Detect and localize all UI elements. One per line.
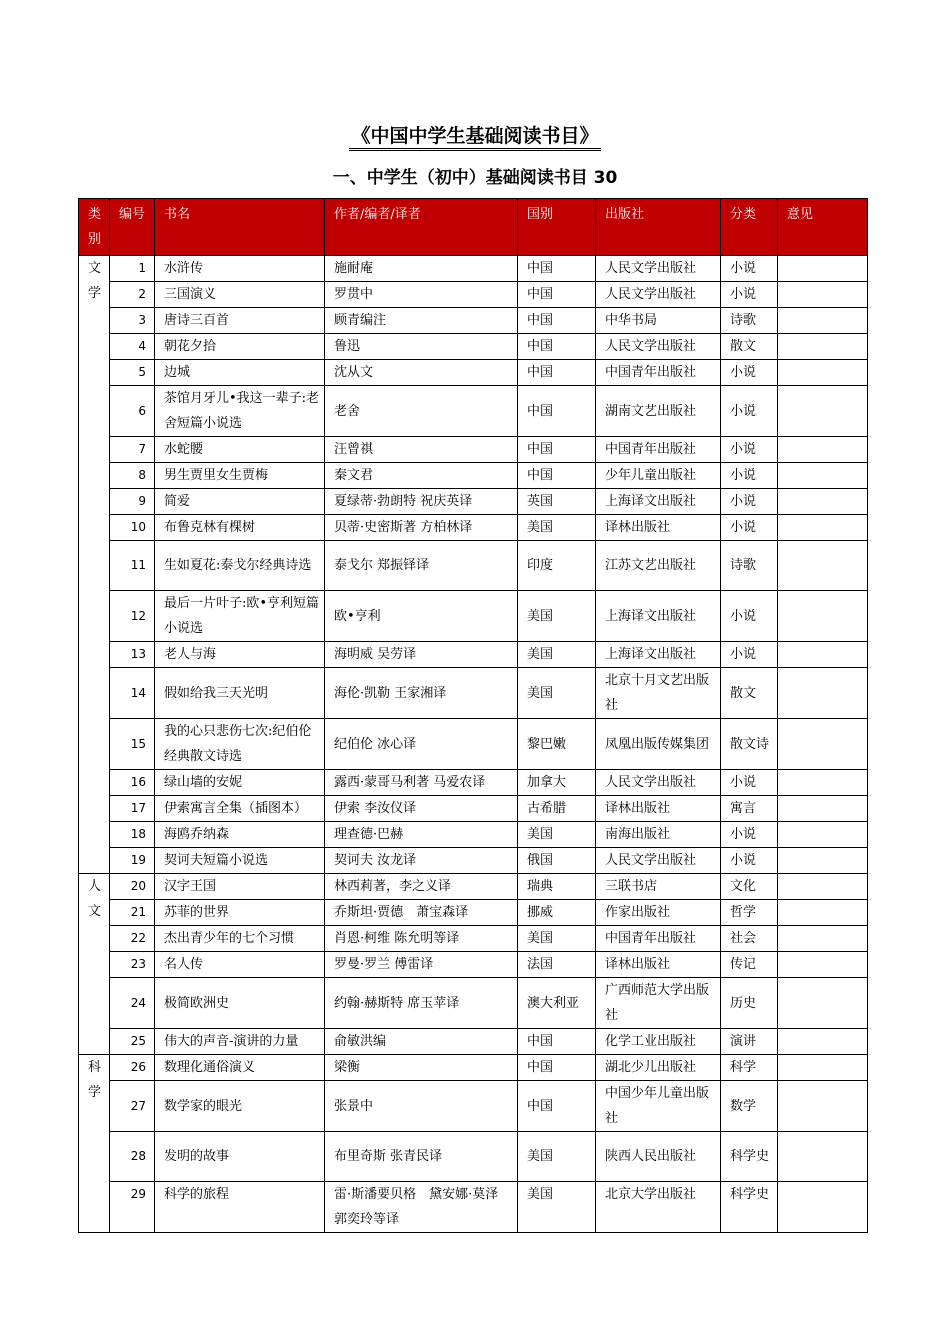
genre-cell: 演讲 bbox=[721, 1029, 778, 1055]
row-number-cell: 6 bbox=[110, 386, 155, 437]
genre-cell: 散文 bbox=[721, 334, 778, 360]
header-number: 编号 bbox=[110, 199, 155, 256]
country-cell: 澳大利亚 bbox=[518, 978, 596, 1029]
book-title-cell: 杰出青少年的七个习惯 bbox=[155, 926, 325, 952]
row-number-cell: 13 bbox=[110, 642, 155, 668]
table-row bbox=[79, 900, 868, 926]
country-cell: 加拿大 bbox=[518, 770, 596, 796]
header-author: 作者/编者/译者 bbox=[325, 199, 518, 256]
row-number-cell: 18 bbox=[110, 822, 155, 848]
category-cell: 科学 bbox=[79, 1055, 110, 1233]
table-body bbox=[79, 256, 868, 1233]
row-number-cell: 9 bbox=[110, 489, 155, 515]
publisher-cell: 译林出版社 bbox=[596, 796, 721, 822]
country-cell: 中国 bbox=[518, 334, 596, 360]
publisher-cell: 湖南文艺出版社 bbox=[596, 386, 721, 437]
author-cell: 纪伯伦 冰心译 bbox=[325, 719, 518, 770]
header-title: 书名 bbox=[155, 199, 325, 256]
author-cell: 布里奇斯 张青民译 bbox=[325, 1132, 518, 1182]
publisher-cell: 中国青年出版社 bbox=[596, 360, 721, 386]
genre-cell: 小说 bbox=[721, 770, 778, 796]
genre-cell: 社会 bbox=[721, 926, 778, 952]
opinion-cell bbox=[778, 308, 868, 334]
country-cell: 中国 bbox=[518, 463, 596, 489]
opinion-cell bbox=[778, 463, 868, 489]
opinion-cell bbox=[778, 515, 868, 541]
author-cell: 施耐庵 bbox=[325, 256, 518, 282]
country-cell: 俄国 bbox=[518, 848, 596, 874]
section-subtitle: 一、中学生（初中）基础阅读书目 30 bbox=[332, 168, 618, 188]
country-cell: 美国 bbox=[518, 1182, 596, 1233]
genre-cell: 科学史 bbox=[721, 1132, 778, 1182]
country-cell: 中国 bbox=[518, 308, 596, 334]
row-number-cell: 7 bbox=[110, 437, 155, 463]
opinion-cell bbox=[778, 591, 868, 642]
table-row bbox=[79, 308, 868, 334]
book-title-cell: 汉字王国 bbox=[155, 874, 325, 900]
publisher-cell: 中华书局 bbox=[596, 308, 721, 334]
opinion-cell bbox=[778, 978, 868, 1029]
opinion-cell bbox=[778, 360, 868, 386]
author-cell: 梁衡 bbox=[325, 1055, 518, 1081]
country-cell: 瑞典 bbox=[518, 874, 596, 900]
table-header-row bbox=[79, 199, 868, 256]
row-number-cell: 16 bbox=[110, 770, 155, 796]
opinion-cell bbox=[778, 822, 868, 848]
table-row bbox=[79, 515, 868, 541]
publisher-cell: 三联书店 bbox=[596, 874, 721, 900]
row-number-cell: 26 bbox=[110, 1055, 155, 1081]
country-cell: 美国 bbox=[518, 822, 596, 848]
publisher-cell: 广西师范大学出版社 bbox=[596, 978, 721, 1029]
author-cell: 鲁迅 bbox=[325, 334, 518, 360]
row-number-cell: 2 bbox=[110, 282, 155, 308]
row-number-cell: 17 bbox=[110, 796, 155, 822]
opinion-cell bbox=[778, 541, 868, 591]
book-title-cell: 唐诗三百首 bbox=[155, 308, 325, 334]
book-title-cell: 老人与海 bbox=[155, 642, 325, 668]
table-row bbox=[79, 874, 868, 900]
author-cell: 欧•亨利 bbox=[325, 591, 518, 642]
book-title-cell: 男生贾里女生贾梅 bbox=[155, 463, 325, 489]
country-cell: 古希腊 bbox=[518, 796, 596, 822]
table-row bbox=[79, 1055, 868, 1081]
publisher-cell: 人民文学出版社 bbox=[596, 848, 721, 874]
genre-cell: 小说 bbox=[721, 515, 778, 541]
opinion-cell bbox=[778, 1081, 868, 1132]
publisher-cell: 上海译文出版社 bbox=[596, 642, 721, 668]
genre-cell: 文化 bbox=[721, 874, 778, 900]
book-title-cell: 简爱 bbox=[155, 489, 325, 515]
country-cell: 印度 bbox=[518, 541, 596, 591]
header-country: 国别 bbox=[518, 199, 596, 256]
genre-cell: 小说 bbox=[721, 256, 778, 282]
opinion-cell bbox=[778, 386, 868, 437]
author-cell: 伊索 李汝仪译 bbox=[325, 796, 518, 822]
table-row bbox=[79, 360, 868, 386]
country-cell: 美国 bbox=[518, 926, 596, 952]
country-cell: 英国 bbox=[518, 489, 596, 515]
country-cell: 美国 bbox=[518, 591, 596, 642]
opinion-cell bbox=[778, 926, 868, 952]
author-cell: 契诃夫 汝龙译 bbox=[325, 848, 518, 874]
genre-cell: 小说 bbox=[721, 282, 778, 308]
header-opinion: 意见 bbox=[778, 199, 868, 256]
publisher-cell: 上海译文出版社 bbox=[596, 489, 721, 515]
publisher-cell: 少年儿童出版社 bbox=[596, 463, 721, 489]
country-cell: 中国 bbox=[518, 437, 596, 463]
table-row bbox=[79, 591, 868, 642]
country-cell: 中国 bbox=[518, 256, 596, 282]
row-number-cell: 15 bbox=[110, 719, 155, 770]
table-row bbox=[79, 848, 868, 874]
author-cell: 肖恩·柯维 陈允明等译 bbox=[325, 926, 518, 952]
author-cell: 露西·蒙哥马利著 马爱农译 bbox=[325, 770, 518, 796]
book-title-cell: 朝花夕拾 bbox=[155, 334, 325, 360]
opinion-cell bbox=[778, 848, 868, 874]
table-row bbox=[79, 1132, 868, 1182]
reading-list-table bbox=[78, 198, 868, 1233]
book-title-cell: 发明的故事 bbox=[155, 1132, 325, 1182]
row-number-cell: 29 bbox=[110, 1182, 155, 1233]
opinion-cell bbox=[778, 719, 868, 770]
author-cell: 泰戈尔 郑振铎译 bbox=[325, 541, 518, 591]
publisher-cell: 化学工业出版社 bbox=[596, 1029, 721, 1055]
header-publisher: 出版社 bbox=[596, 199, 721, 256]
publisher-cell: 中国青年出版社 bbox=[596, 926, 721, 952]
genre-cell: 科学史 bbox=[721, 1182, 778, 1233]
publisher-cell: 湖北少儿出版社 bbox=[596, 1055, 721, 1081]
opinion-cell bbox=[778, 489, 868, 515]
publisher-cell: 作家出版社 bbox=[596, 900, 721, 926]
row-number-cell: 24 bbox=[110, 978, 155, 1029]
row-number-cell: 20 bbox=[110, 874, 155, 900]
publisher-cell: 陕西人民出版社 bbox=[596, 1132, 721, 1182]
row-number-cell: 23 bbox=[110, 952, 155, 978]
book-title-cell: 极简欧洲史 bbox=[155, 978, 325, 1029]
publisher-cell: 南海出版社 bbox=[596, 822, 721, 848]
row-number-cell: 25 bbox=[110, 1029, 155, 1055]
book-title-cell: 布鲁克林有棵树 bbox=[155, 515, 325, 541]
table-row bbox=[79, 719, 868, 770]
author-cell: 海伦·凯勒 王家湘译 bbox=[325, 668, 518, 719]
publisher-cell: 人民文学出版社 bbox=[596, 334, 721, 360]
country-cell: 中国 bbox=[518, 360, 596, 386]
country-cell: 美国 bbox=[518, 1132, 596, 1182]
book-title-cell: 海鸥乔纳森 bbox=[155, 822, 325, 848]
book-title-cell: 绿山墙的安妮 bbox=[155, 770, 325, 796]
author-cell: 乔斯坦·贾德 萧宝森译 bbox=[325, 900, 518, 926]
category-cell: 人文 bbox=[79, 874, 110, 1055]
author-cell: 沈从文 bbox=[325, 360, 518, 386]
table-row bbox=[79, 926, 868, 952]
book-title-cell: 边城 bbox=[155, 360, 325, 386]
table-row bbox=[79, 796, 868, 822]
row-number-cell: 14 bbox=[110, 668, 155, 719]
publisher-cell: 北京大学出版社 bbox=[596, 1182, 721, 1233]
book-title-cell: 水浒传 bbox=[155, 256, 325, 282]
row-number-cell: 5 bbox=[110, 360, 155, 386]
book-title-cell: 契诃夫短篇小说选 bbox=[155, 848, 325, 874]
table-row bbox=[79, 770, 868, 796]
opinion-cell bbox=[778, 334, 868, 360]
book-title-cell: 科学的旅程 bbox=[155, 1182, 325, 1233]
book-title-cell: 名人传 bbox=[155, 952, 325, 978]
country-cell: 黎巴嫩 bbox=[518, 719, 596, 770]
publisher-cell: 中国少年儿童出版社 bbox=[596, 1081, 721, 1132]
row-number-cell: 8 bbox=[110, 463, 155, 489]
row-number-cell: 22 bbox=[110, 926, 155, 952]
book-title-cell: 最后一片叶子:欧•亨利短篇小说选 bbox=[155, 591, 325, 642]
genre-cell: 科学 bbox=[721, 1055, 778, 1081]
opinion-cell bbox=[778, 1055, 868, 1081]
country-cell: 美国 bbox=[518, 668, 596, 719]
publisher-cell: 人民文学出版社 bbox=[596, 770, 721, 796]
country-cell: 中国 bbox=[518, 1081, 596, 1132]
header-category: 类别 bbox=[79, 199, 110, 256]
author-cell: 俞敏洪编 bbox=[325, 1029, 518, 1055]
opinion-cell bbox=[778, 900, 868, 926]
row-number-cell: 11 bbox=[110, 541, 155, 591]
book-title-cell: 我的心只悲伤七次:纪伯伦经典散文诗选 bbox=[155, 719, 325, 770]
genre-cell: 传记 bbox=[721, 952, 778, 978]
country-cell: 美国 bbox=[518, 515, 596, 541]
table-row bbox=[79, 282, 868, 308]
document-title-text: 《中国中学生基础阅读书目》 bbox=[349, 125, 600, 151]
genre-cell: 小说 bbox=[721, 463, 778, 489]
publisher-cell: 译林出版社 bbox=[596, 952, 721, 978]
author-cell: 罗贯中 bbox=[325, 282, 518, 308]
publisher-cell: 人民文学出版社 bbox=[596, 256, 721, 282]
author-cell: 贝蒂·史密斯著 方柏林译 bbox=[325, 515, 518, 541]
publisher-cell: 中国青年出版社 bbox=[596, 437, 721, 463]
genre-cell: 散文诗 bbox=[721, 719, 778, 770]
book-title-cell: 数理化通俗演义 bbox=[155, 1055, 325, 1081]
genre-cell: 哲学 bbox=[721, 900, 778, 926]
book-title-cell: 茶馆月牙儿•我这一辈子:老舍短篇小说选 bbox=[155, 386, 325, 437]
author-cell: 秦文君 bbox=[325, 463, 518, 489]
row-number-cell: 19 bbox=[110, 848, 155, 874]
author-cell: 汪曾祺 bbox=[325, 437, 518, 463]
publisher-cell: 凤凰出版传媒集团 bbox=[596, 719, 721, 770]
row-number-cell: 4 bbox=[110, 334, 155, 360]
row-number-cell: 27 bbox=[110, 1081, 155, 1132]
opinion-cell bbox=[778, 770, 868, 796]
author-cell: 林西莉著，李之义译 bbox=[325, 874, 518, 900]
table-row bbox=[79, 463, 868, 489]
author-cell: 老舍 bbox=[325, 386, 518, 437]
opinion-cell bbox=[778, 1132, 868, 1182]
book-title-cell: 水蛇腰 bbox=[155, 437, 325, 463]
country-cell: 挪威 bbox=[518, 900, 596, 926]
row-number-cell: 28 bbox=[110, 1132, 155, 1182]
opinion-cell bbox=[778, 437, 868, 463]
book-title-cell: 假如给我三天光明 bbox=[155, 668, 325, 719]
publisher-cell: 江苏文艺出版社 bbox=[596, 541, 721, 591]
author-cell: 夏绿蒂·勃朗特 祝庆英译 bbox=[325, 489, 518, 515]
publisher-cell: 译林出版社 bbox=[596, 515, 721, 541]
table-row bbox=[79, 1029, 868, 1055]
genre-cell: 小说 bbox=[721, 848, 778, 874]
book-title-cell: 数学家的眼光 bbox=[155, 1081, 325, 1132]
opinion-cell bbox=[778, 952, 868, 978]
table-row bbox=[79, 1182, 868, 1233]
country-cell: 美国 bbox=[518, 642, 596, 668]
publisher-cell: 北京十月文艺出版社 bbox=[596, 668, 721, 719]
opinion-cell bbox=[778, 282, 868, 308]
book-title-cell: 三国演义 bbox=[155, 282, 325, 308]
author-cell: 雷·斯潘要贝格 黛安娜·莫泽 郭奕玲等译 bbox=[325, 1182, 518, 1233]
table-row bbox=[79, 437, 868, 463]
row-number-cell: 21 bbox=[110, 900, 155, 926]
book-title-cell: 生如夏花:泰戈尔经典诗选 bbox=[155, 541, 325, 591]
author-cell: 罗曼·罗兰 傅雷译 bbox=[325, 952, 518, 978]
table-row bbox=[79, 1081, 868, 1132]
genre-cell: 数学 bbox=[721, 1081, 778, 1132]
genre-cell: 小说 bbox=[721, 386, 778, 437]
table-row bbox=[79, 668, 868, 719]
genre-cell: 小说 bbox=[721, 360, 778, 386]
author-cell: 海明威 吴劳译 bbox=[325, 642, 518, 668]
author-cell: 张景中 bbox=[325, 1081, 518, 1132]
opinion-cell bbox=[778, 256, 868, 282]
country-cell: 中国 bbox=[518, 282, 596, 308]
opinion-cell bbox=[778, 796, 868, 822]
table-row bbox=[79, 978, 868, 1029]
opinion-cell bbox=[778, 1182, 868, 1233]
row-number-cell: 12 bbox=[110, 591, 155, 642]
header-genre: 分类 bbox=[721, 199, 778, 256]
table-row bbox=[79, 256, 868, 282]
country-cell: 法国 bbox=[518, 952, 596, 978]
country-cell: 中国 bbox=[518, 1029, 596, 1055]
country-cell: 中国 bbox=[518, 386, 596, 437]
genre-cell: 小说 bbox=[721, 822, 778, 848]
author-cell: 顾青编注 bbox=[325, 308, 518, 334]
country-cell: 中国 bbox=[518, 1055, 596, 1081]
table-row bbox=[79, 642, 868, 668]
genre-cell: 小说 bbox=[721, 591, 778, 642]
genre-cell: 小说 bbox=[721, 437, 778, 463]
publisher-cell: 人民文学出版社 bbox=[596, 282, 721, 308]
genre-cell: 诗歌 bbox=[721, 308, 778, 334]
table-row bbox=[79, 334, 868, 360]
genre-cell: 诗歌 bbox=[721, 541, 778, 591]
genre-cell: 寓言 bbox=[721, 796, 778, 822]
author-cell: 约翰·赫斯特 席玉苹译 bbox=[325, 978, 518, 1029]
category-cell: 文学 bbox=[79, 256, 110, 874]
table-row bbox=[79, 386, 868, 437]
row-number-cell: 10 bbox=[110, 515, 155, 541]
table-row bbox=[79, 489, 868, 515]
row-number-cell: 1 bbox=[110, 256, 155, 282]
document-title bbox=[0, 121, 950, 148]
table-row bbox=[79, 822, 868, 848]
book-title-cell: 伊索寓言全集（插图本） bbox=[155, 796, 325, 822]
opinion-cell bbox=[778, 874, 868, 900]
book-title-cell: 苏菲的世界 bbox=[155, 900, 325, 926]
genre-cell: 历史 bbox=[721, 978, 778, 1029]
genre-cell: 小说 bbox=[721, 489, 778, 515]
author-cell: 理查德·巴赫 bbox=[325, 822, 518, 848]
opinion-cell bbox=[778, 1029, 868, 1055]
publisher-cell: 上海译文出版社 bbox=[596, 591, 721, 642]
genre-cell: 小说 bbox=[721, 642, 778, 668]
book-title-cell: 伟大的声音-演讲的力量 bbox=[155, 1029, 325, 1055]
genre-cell: 散文 bbox=[721, 668, 778, 719]
opinion-cell bbox=[778, 642, 868, 668]
table-row bbox=[79, 541, 868, 591]
opinion-cell bbox=[778, 668, 868, 719]
row-number-cell: 3 bbox=[110, 308, 155, 334]
table-row bbox=[79, 952, 868, 978]
